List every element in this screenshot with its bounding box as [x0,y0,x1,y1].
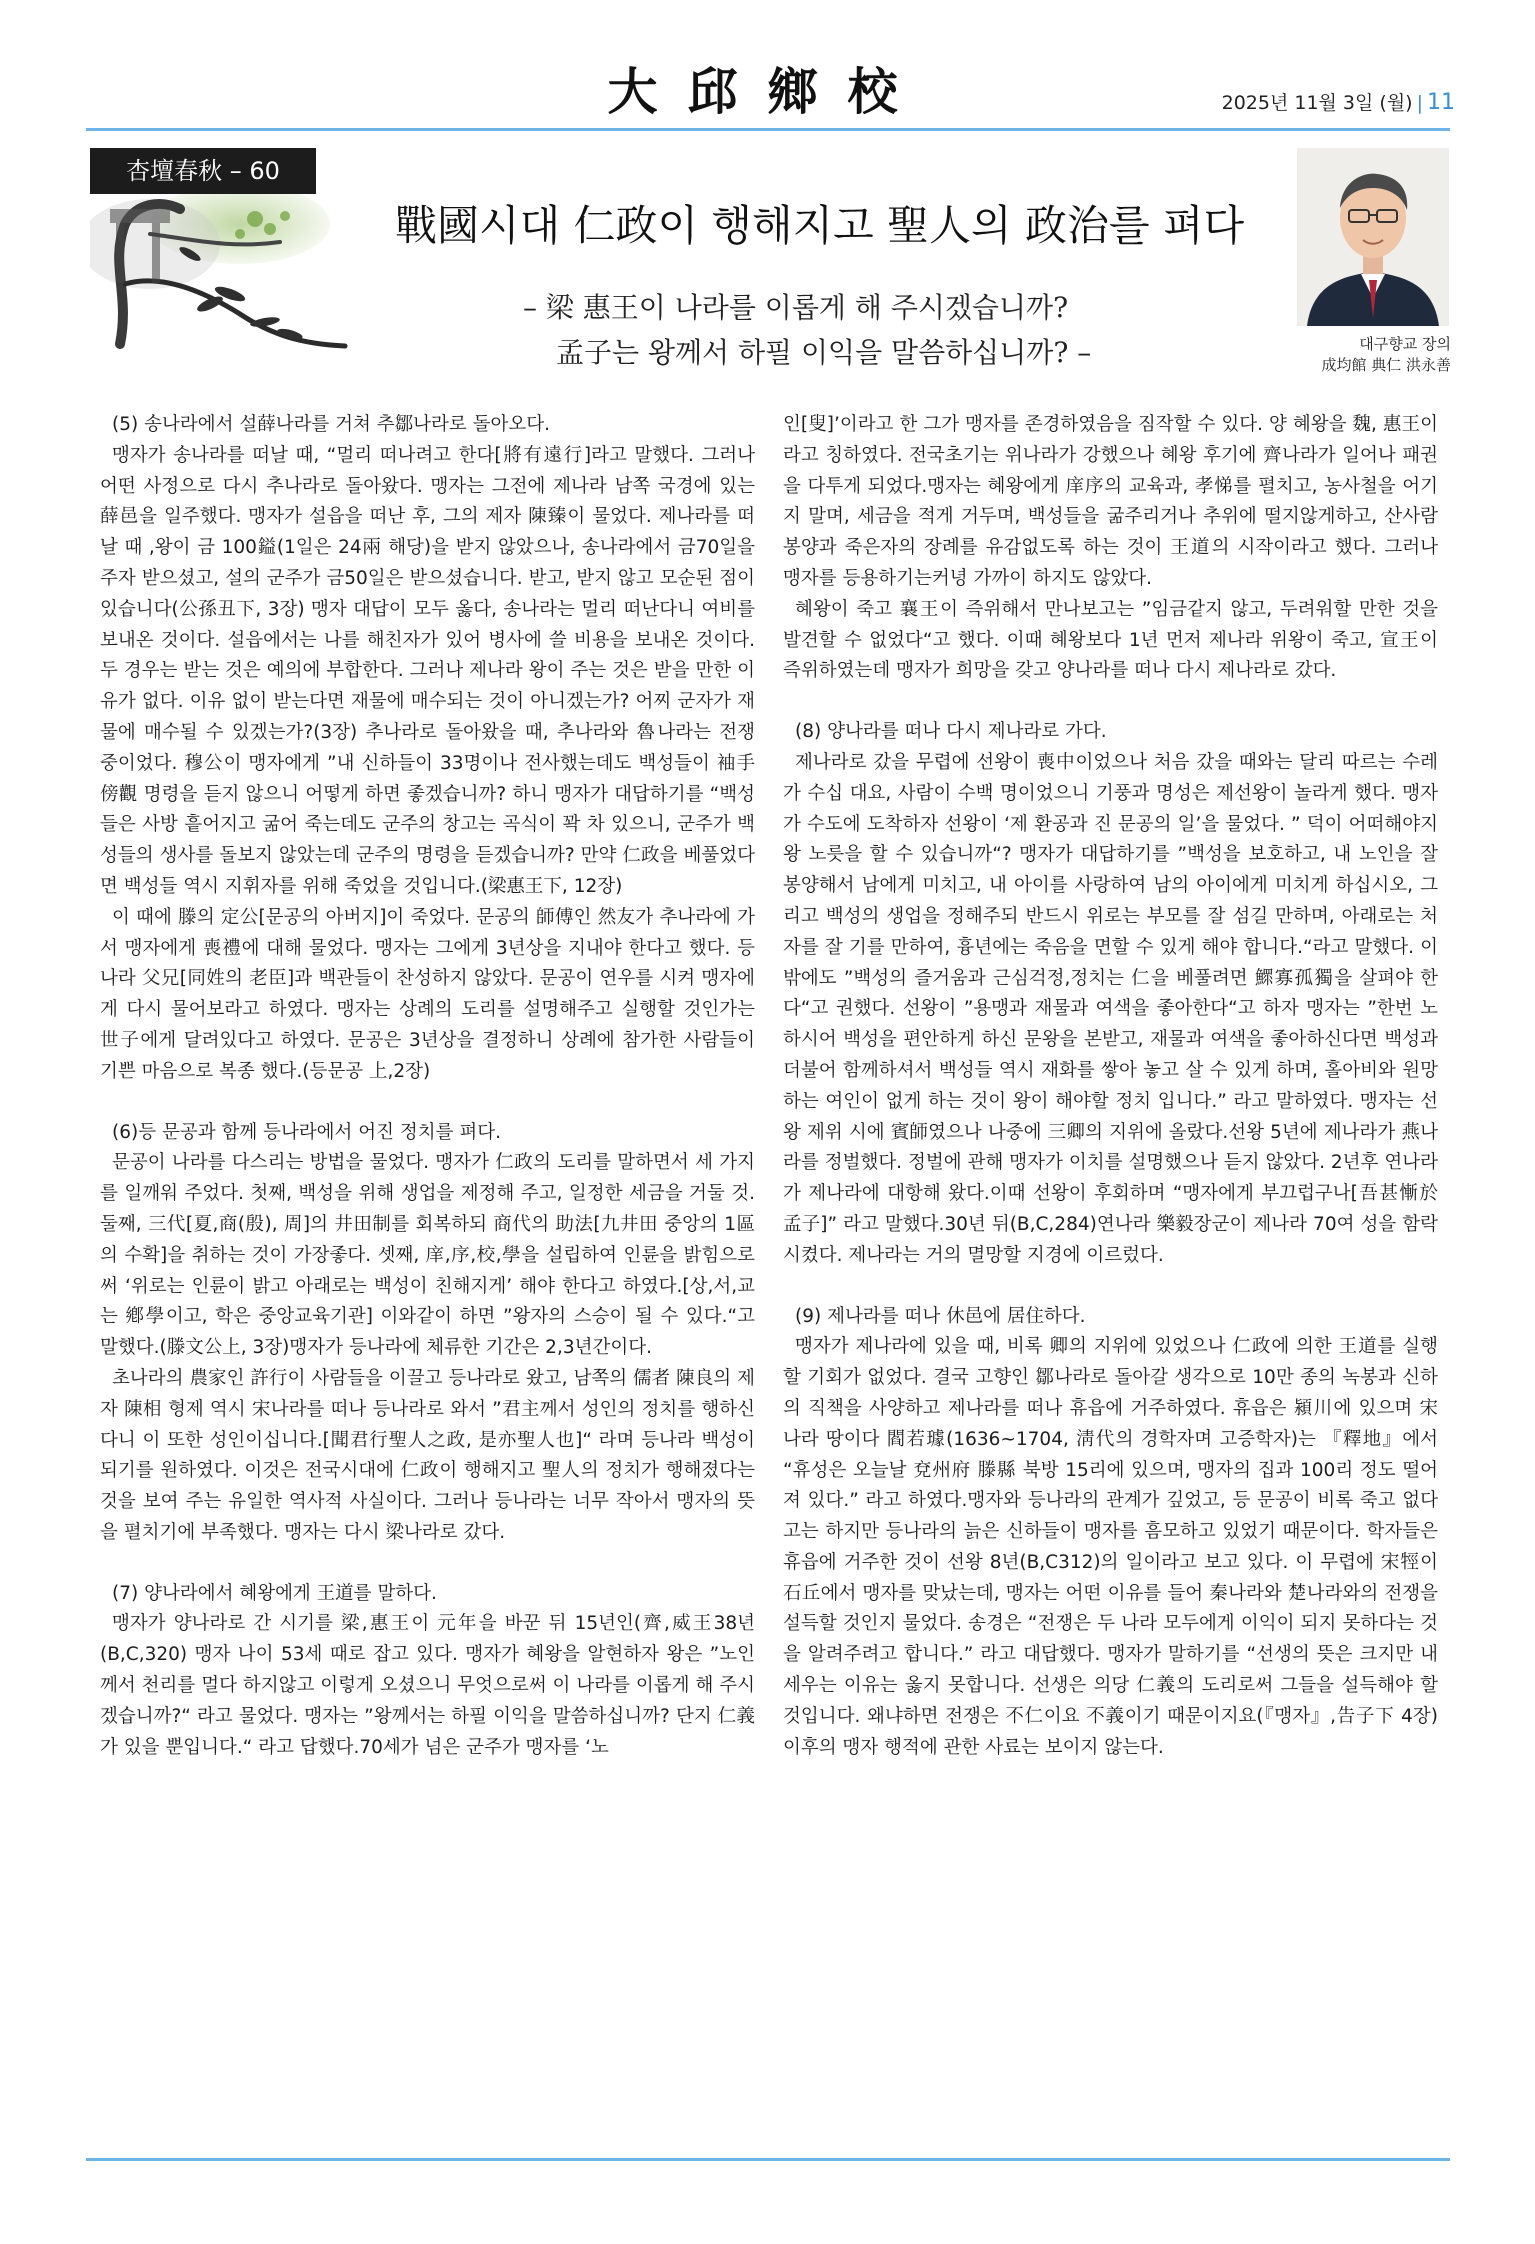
paragraph: 혜왕이 죽고 襄王이 즉위해서 만나보고는 ”임금같지 않고, 두려워할 만한 것을 발견할 수 없었다“고 했다. 이때 혜왕보다 1년 먼저 제나라 위왕이 죽고, 宣王이 즉위하였는데 맹자가 희망을 갖고 양나라를 떠나 다시 제나라로 갔다. [783,598,1438,682]
author-caption [1255,334,1451,376]
section-heading-5: (5) 송나라에서 설薛나라를 거쳐 추鄒나라로 돌아오다. [112,414,551,435]
subtitle-line-1: – 梁 惠王이 나라를 이롭게 해 주시겠습니까? [523,291,1069,324]
paragraph: 문공이 나라를 다스리는 방법을 물었다. 맹자가 仁政의 도리를 말하면서 세 가지를 일깨워 주었다. 첫째, 백성을 위해 생업을 제정해 주고, 일정한 세금을 거둘 것. 둘째, 三代[夏,商(殷), 周]의 井田制를 회복하되 商代의 助法[九井田 중앙의 1區의 수확]을 취하는 것이 가장좋다. 셋째, 庠,序,校,學을 설립하여 인륜을 밝힘으로써 ‘위로는 인륜이 밝고 아래로는 백성이 친해지게’ 해야 한다고 하였다.[상,서,교는 鄕學이고, 학은 중앙교육기관] 이와같이 하면 ”왕자의 스승이 될 수 있다.“고 말했다.(滕文公上, 3장)맹자가 등나라에 체류한 기간은 2,3년간이다. [100,1152,755,1359]
author-name: 成均館 典仁 洪永善 [1321,356,1451,374]
section-heading-7: (7) 양나라에서 혜왕에게 王道를 말하다. [112,1582,437,1604]
issue-date [1222,88,1455,115]
section-heading-6: (6)등 문공과 함께 등나라에서 어진 정치를 펴다. [112,1121,502,1143]
section-heading-8: (8) 양나라를 떠나 다시 제나라로 가다. [795,721,1107,743]
ink-painting-illustration [90,194,350,354]
page-number: 11 [1427,90,1455,115]
paragraph: 인[叟]’이라고 한 그가 맹자를 존경하였음을 짐작할 수 있다. 양 혜왕을 魏, 惠王이라고 칭하였다. 전국초기는 위나라가 강했으나 혜왕 후기에 齊나라가 일어나 패권을 다투게 되었다.맹자는 혜왕에게 庠序의 교육과, 孝悌를 펼치고, 농사철을 어기지 말며, 세금을 적게 거두며, 백성들을 굶주리거나 추위에 떨지않게하고, 산사람 봉양과 죽은자의 장례를 유감없도록 하는 것이 王道의 시작이라고 했다. 그러나 맹자를 등용하기는커녕 가까이 하지도 않았다. [783,414,1438,589]
bottom-rule [86,2158,1450,2161]
paragraph: 제나라로 갔을 무렵에 선왕이 喪中이었으나 처음 갔을 때와는 달리 따르는 수레가 수십 대요, 사람이 수백 명이었으니 기풍과 명성은 제선왕이 놀라게 했다. 맹자가 수도에 도착하자 선왕이 ‘제 환공과 진 문공의 일’을 물었다. ” 덕이 어떠해야지 왕 노릇을 할 수 있습니까“? 맹자가 대답하기를 ”백성을 보호하고, 내 노인을 잘 봉양해서 남에게 미치고, 내 아이를 사랑하여 남의 아이에게 미치게 하십시오, 그리고 백성의 생업을 정해주되 반드시 위로는 부모를 잘 섬길 만하며, 아래로는 처자를 잘 기를 만하여, 흉년에는 죽음을 면할 수 있게 해야 합니다.“라고 말했다. 이 밖에도 ”백성의 즐거움과 근심걱정,정치는 仁을 베풀려면 鰥寡孤獨을 살펴야 한다“고 권했다. 선왕이 ”용맹과 재물과 여색을 좋아한다“고 하자 맹자는 ”한번 노하시어 백성을 편안하게 하신 문왕을 본받고, 재물과 여색을 좋아하신다면 백성과 더불어 함께하셔서 백성들 역시 재화를 쌓아 놓고 살 수 있게 하며, 홀아비와 원망하는 여인이 없게 하는 것이 왕이 해야할 정치 입니다.” 라고 말하였다. 맹자는 선왕 제위 시에 賓師였으나 나중에 三卿의 지위에 올랐다.선왕 5년에 제나라가 燕나라를 정벌했다. 정벌에 관해 맹자가 이치를 설명했으나 듣지 않았다. 2년후 연나라가 제나라에 대항해 왔다.이때 선왕이 후회하며 “맹자에게 부끄럽구나[吾甚慚於孟子]” 라고 말했다.30년 뒤(B,C,284)연나라 樂毅장군이 제나라 70여 성을 함락시켰다. 제나라는 거의 멸망할 지경에 이르렀다. [783,751,1438,1266]
date-separator: | [1416,92,1423,114]
article-column-left [100,410,755,1763]
paragraph-gap [100,1549,755,1579]
author-title: 대구향교 장의 [1359,335,1451,353]
subtitle-line-2: 孟子는 왕께서 하필 이익을 말씀하십니까? – [556,336,1092,369]
series-badge: 杏壇春秋 – 60 [90,148,316,194]
date-text: 2025년 11월 3일 (월) [1221,92,1413,114]
paragraph-gap [783,1272,1438,1302]
article-column-right [783,410,1438,1763]
masthead-title: 大邱鄉校 [607,62,928,121]
section-heading-9: (9) 제나라를 떠나 休邑에 居住하다. [795,1305,1086,1327]
paragraph: 초나라의 農家인 許行이 사람들을 이끌고 등나라로 왔고, 남쪽의 儒者 陳良의 제자 陳相 형제 역시 宋나라를 떠나 등나라로 와서 ”君主께서 성인의 정치를 행하신다니 이 또한 성인이십니다.[聞君行聖人之政, 是亦聖人也]“ 라며 등나라 백성이 되기를 원하였다. 이것은 전국시대에 仁政이 행해지고 聖人의 정치가 행해졌다는 것을 보여 주는 유일한 역사적 사실이다. 그러나 등나라는 너무 작아서 맹자의 뜻을 펼치기에 부족했다. 맹자는 다시 梁나라로 갔다. [100,1367,755,1543]
paragraph: 이 때에 滕의 定公[문공의 아버지]이 죽었다. 문공의 師傅인 然友가 추나라에 가서 맹자에게 喪禮에 대해 물었다. 맹자는 그에게 3년상을 지내야 한다고 했다. 등나라 父兄[同姓의 老臣]과 백관들이 찬성하지 않았다. 문공이 연우를 시켜 맹자에게 다시 물어보라고 하였다. 맹자는 상례의 도리를 설명해주고 실행할 것인가는 世子에게 달려있다고 하였다. 문공은 3년상을 결정하니 상례에 참가한 사람들이 기쁜 마음으로 복종 했다.(등문공 上,2장) [100,906,755,1082]
author-portrait [1297,148,1449,326]
paragraph-gap [783,687,1438,717]
paragraph: 맹자가 양나라로 간 시기를 梁,惠王이 元年을 바꾼 뒤 15년인(齊,威王38년(B,C,320) 맹자 나이 53세 때로 잡고 있다. 맹자가 혜왕을 알현하자 왕은 ”노인께서 천리를 멀다 하지않고 이렇게 오셨으니 무엇으로써 이 나라를 이롭게 해 주시겠습니까?“ 라고 물었다. 맹자는 ”왕께서는 하필 이익을 말씀하십니까? 단지 仁義가 있을 뿐입니다.“ 라고 답했다.70세가 넘은 군주가 맹자를 ‘노 [100,1613,755,1758]
paragraph: 맹자가 제나라에 있을 때, 비록 卿의 지위에 있었으나 仁政에 의한 王道를 실행할 기회가 없었다. 결국 고향인 鄒나라로 돌아갈 생각으로 10만 종의 녹봉과 신하의 직책을 사양하고 제나라를 떠나 휴읍에 거주하였다. 휴읍은 潁川에 있으며 宋나라 땅이다 閻若璩(1636~1704, 淸代의 경학자며 고증학자)는 『釋地』에서 “휴성은 오늘날 兗州府 滕縣 북방 15리에 있으며, 맹자의 집과 100리 정도 떨어져 있다.” 라고 하였다.맹자와 등나라의 관계가 깊었고, 등 문공이 비록 죽고 없다고는 하지만 등나라의 늙은 신하들이 맹자를 흠모하고 있었기 때문이다. 학자들은 휴읍에 거주한 것이 선왕 8년(B,C312)의 일이라고 보고 있다. 이 무렵에 宋牼이 石丘에서 맹자를 맞났는데, 맹자는 어떤 이유를 들어 秦나라와 楚나라와의 전쟁을 설득할 것인지 물었다. 송경은 “전쟁은 두 나라 모두에게 이익이 되지 못하다는 것을 알려주려고 합니다.” 라고 대답했다. 맹자가 말하기를 “선생의 뜻은 크지만 내세우는 이유는 옳지 못합니다. 선생은 의당 仁義의 도리로써 그들을 설득해야 할 것입니다. 왜냐하면 전쟁은 不仁이요 不義이기 때문이지요(『맹자』,告子下 4장) 이후의 맹자 행적에 관한 사료는 보이지 않는다. [783,1336,1438,1758]
paragraph-gap [100,1088,755,1118]
paragraph: 맹자가 송나라를 떠날 때, “멀리 떠나려고 한다[將有遠行]라고 말했다. 그러나 어떤 사정으로 다시 추나라로 돌아왔다. 맹자는 그전에 제나라 남쪽 국경에 있는 薛邑을 일주했다. 맹자가 설읍을 떠난 후, 그의 제자 陳臻이 물었다. 제나라를 떠날 때 ,왕이 금 100鎰(1일은 24兩 해당)을 받지 않았으나, 송나라에서 금70일을 주자 받으셨고, 설의 군주가 금50일은 받으셨습니다. 받고, 받지 않고 모순된 점이 있습니다(公孫丑下, 3장) 맹자 대답이 모두 옳다, 송나라는 멀리 떠난다니 여비를 보내온 것이다. 설읍에서는 나를 해친자가 있어 병사에 쓸 비용을 보내온 것이다. 두 경우는 받는 것은 예의에 부합한다. 그러나 제나라 왕이 주는 것은 받을 만한 이유가 없다. 이유 없이 받는다면 재물에 매수되는 것이 아니겠는가? 어찌 군자가 재물에 매수될 수 있겠는가?(3장) 추나라로 돌아왔을 때, 추나라와 魯나라는 전쟁 중이었다. 穆公이 맹자에게 ”내 신하들이 33명이나 전사했는데도 백성들이 袖手傍觀 명령을 듣지 않으니 어떻게 하면 좋겠습니까? 하니 맹자가 대답하기를 “백성들은 사방 흩어지고 굶어 죽는데도 군주의 창고는 곡식이 꽉 차 있으니, 군주가 백성들의 생사를 돌보지 않았는데 군주의 명령을 듣겠습니까? 만약 仁政을 베풀었다면 백성들 역시 지휘자를 위해 죽었을 것입니다.(梁惠王下, 12장) [100,444,755,897]
top-rule [86,128,1450,131]
headline: 戰國시대 仁政이 행해지고 聖人의 政治를 펴다 [395,201,1245,250]
